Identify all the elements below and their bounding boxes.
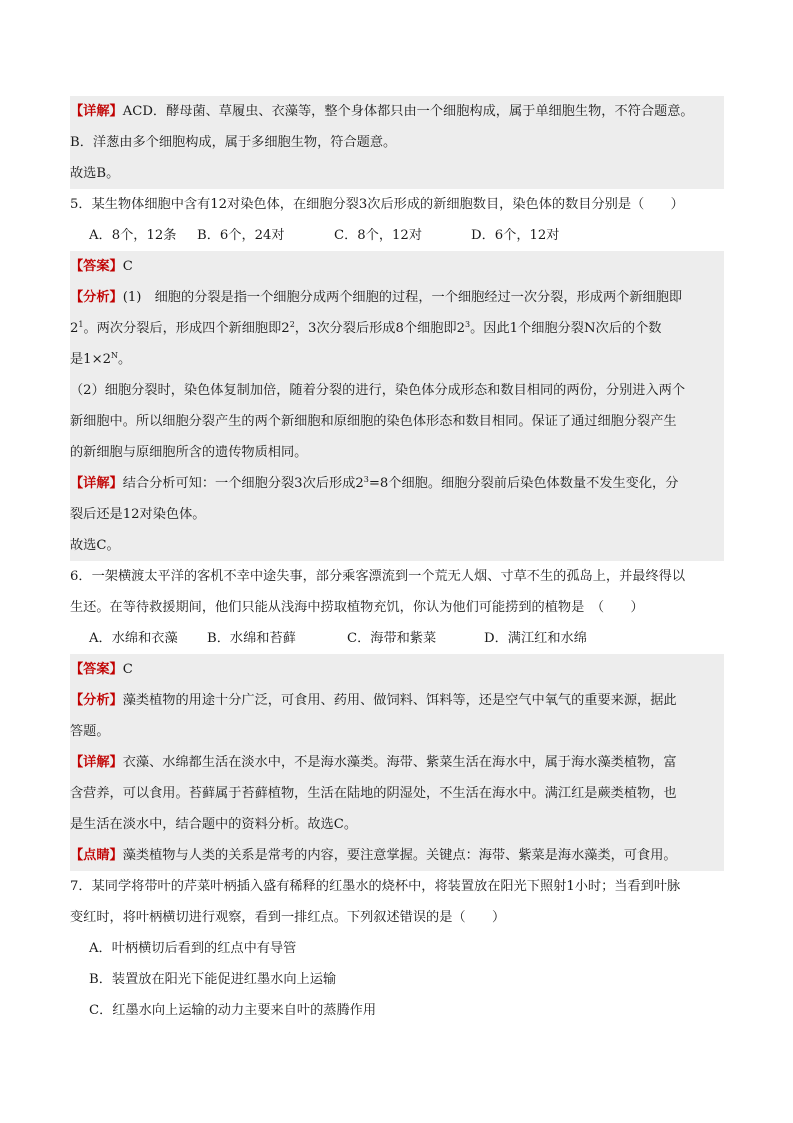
q5-analysis-exp-3: 3 [465,320,471,329]
document-body [70,96,724,1026]
q6-option-d: D．满江红和水绵 [484,631,587,646]
q5-analysis-line-5 [70,406,724,437]
q5-explanation [70,251,724,561]
q4-conclusion-text: 故选B。 [70,166,120,181]
q4-detail-line-2 [70,127,724,158]
q5-option-b: B．6个，24对 [197,228,285,243]
q6-answer-value: C [122,662,133,677]
q5-analysis-text-3a: 是1×2 [70,352,112,367]
answer-tag: 【答案】 [70,259,123,274]
q5-options [70,220,724,251]
q5-answer [70,251,724,282]
q7-stem-line-2 [70,902,724,933]
q6-stem-text-1: 6．一架横渡太平洋的客机不幸中途失事，部分乘客漂流到一个荒无人烟、寸草不生的孤岛上，并最终得以 [70,569,686,584]
comment-tag: 【点睛】 [70,848,123,863]
q5-detail-text-1a: 结合分析可知：一个细胞分裂3次后形成2 [122,476,364,491]
q5-analysis-text-1: (1) 细胞的分裂是指一个细胞分成两个细胞的过程，一个细胞经过一次分裂，形成两个新细胞即 [122,290,683,305]
q6-analysis-line-2 [70,716,724,747]
q5-analysis-line-3 [70,344,724,375]
q6-option-c: C．海带和紫菜 [347,631,437,646]
q5-analysis-line-4 [70,375,724,406]
q5-detail-line-1 [70,468,724,499]
q6-options [70,623,724,654]
q5-option-a: A．8个，12条 [89,228,177,243]
detail-tag: 【详解】 [70,755,123,770]
q5-analysis-exp-1: 1 [78,320,84,329]
detail-tag: 【详解】 [70,104,123,119]
q5-analysis-text-2b: ，3次分裂后形成8个细胞即2 [294,321,466,336]
analysis-tag: 【分析】 [70,693,123,708]
q5-conclusion [70,530,724,561]
q5-analysis-line-2 [70,313,724,344]
q6-stem-text-2: 生还。在等待救援期间，他们只能从浅海中捞取植物充饥，你认为他们可能捞到的植物是 （ ） [70,600,644,615]
q5-detail-line-2 [70,499,724,530]
answer-tag: 【答案】 [70,662,123,677]
q6-comment-line-1 [70,840,724,871]
q5-conclusion-text: 故选C。 [70,538,120,553]
q7-option-b-text: B．装置放在阳光下能促进红墨水向上运输 [89,972,337,987]
q6-detail-text-1: 衣藻、水绵都生活在淡水中，不是海水藻类。海带、紫菜生活在海水中，属于海水藻类植物，富 [122,755,677,770]
q4-conclusion [70,158,724,189]
q6-detail-line-3 [70,809,724,840]
q5-analysis-text-5: 新细胞中。所以细胞分裂产生的两个新细胞和原细胞的染色体形态和数目相同。保证了通过细胞分裂产生 [70,414,677,429]
q7-stem-text-1: 7．某同学将带叶的芹菜叶柄插入盛有稀释的红墨水的烧杯中，将装置放在阳光下照射1小时；当看到叶脉 [70,879,681,894]
q5-analysis-base-1: 2 [70,321,79,336]
q5-detail-exp: 3 [363,475,369,484]
q6-answer [70,654,724,685]
q4-detail-text-1: ACD．酵母菌、草履虫、衣藻等，整个身体都只由一个细胞构成，属于单细胞生物，不符合题意。 [122,104,694,119]
q4-explanation [70,96,724,189]
q5-analysis-line-6 [70,437,724,468]
q5-analysis-text-4: （2）细胞分裂时，染色体复制加倍，随着分裂的进行，染色体分成形态和数目相同的两份，分别进入两个 [70,383,686,398]
detail-tag: 【详解】 [70,476,123,491]
q7-option-b [70,964,724,995]
q5-stem-text: 5．某生物体细胞中含有12对染色体，在细胞分裂3次后形成的新细胞数目，染色体的数目分别是（ ） [70,197,684,212]
q6-analysis-line-1 [70,685,724,716]
q5-option-d: D．6个，12对 [471,228,560,243]
q5-analysis-text-6: 的新细胞与原细胞所含的遗传物质相同。 [70,445,308,460]
q6-comment-text-1: 藻类植物与人类的关系是常考的内容，要注意掌握。关键点：海带、紫菜是海水藻类，可食用。 [122,848,677,863]
q5-stem [70,189,724,220]
q5-analysis-exp-2: 2 [289,320,295,329]
q5-answer-value: C [122,259,133,274]
q6-detail-line-1 [70,747,724,778]
q5-detail-text-1b: =8个细胞。细胞分裂前后染色体数量不发生变化，分 [368,476,679,491]
q4-detail-line-1 [70,96,724,127]
q4-detail-text-2: B．洋葱由多个细胞构成，属于多细胞生物，符合题意。 [70,135,397,150]
q7-option-c [70,995,724,1026]
q6-stem-line-2 [70,592,724,623]
q7-option-c-text: C．红墨水向上运输的动力主要来自叶的蒸腾作用 [89,1003,377,1018]
q5-option-c: C．8个，12对 [334,228,423,243]
q7-option-a-text: A．叶柄横切后看到的红点中有导管 [89,941,297,956]
q6-analysis-text-2: 答题。 [70,724,110,739]
q5-analysis-text-3b: 。 [118,352,132,367]
q6-detail-text-2: 含营养，可以食用。苔藓属于苔藓植物，生活在陆地的阴湿处，不生活在海水中。满江红是蕨类植物，也 [70,786,677,801]
q6-detail-line-2 [70,778,724,809]
q5-detail-text-2: 裂后还是12对染色体。 [70,507,206,522]
q6-stem-line-1 [70,561,724,592]
q5-analysis-line-1 [70,282,724,313]
q6-option-b: B．水绵和苔藓 [207,631,296,646]
q6-analysis-text-1: 藻类植物的用途十分广泛，可食用、药用、做饲料、饵料等，还是空气中氧气的重要来源，据此 [122,693,677,708]
q5-analysis-exp-n: N [111,351,119,360]
q5-analysis-text-2c: 。因此1个细胞分裂N次后的个数 [470,321,662,336]
analysis-tag: 【分析】 [70,290,123,305]
q7-option-a [70,933,724,964]
q7-stem-line-1 [70,871,724,902]
q7-stem-text-2: 变红时，将叶柄横切进行观察，看到一排红点。下列叙述错误的是（ ） [70,910,506,925]
q6-option-a: A．水绵和衣藻 [89,631,178,646]
q6-detail-text-3: 是生活在淡水中，结合题中的资料分析。故选C。 [70,817,358,832]
q6-explanation [70,654,724,871]
q5-analysis-text-2a: 。两次分裂后，形成四个新细胞即2 [83,321,290,336]
